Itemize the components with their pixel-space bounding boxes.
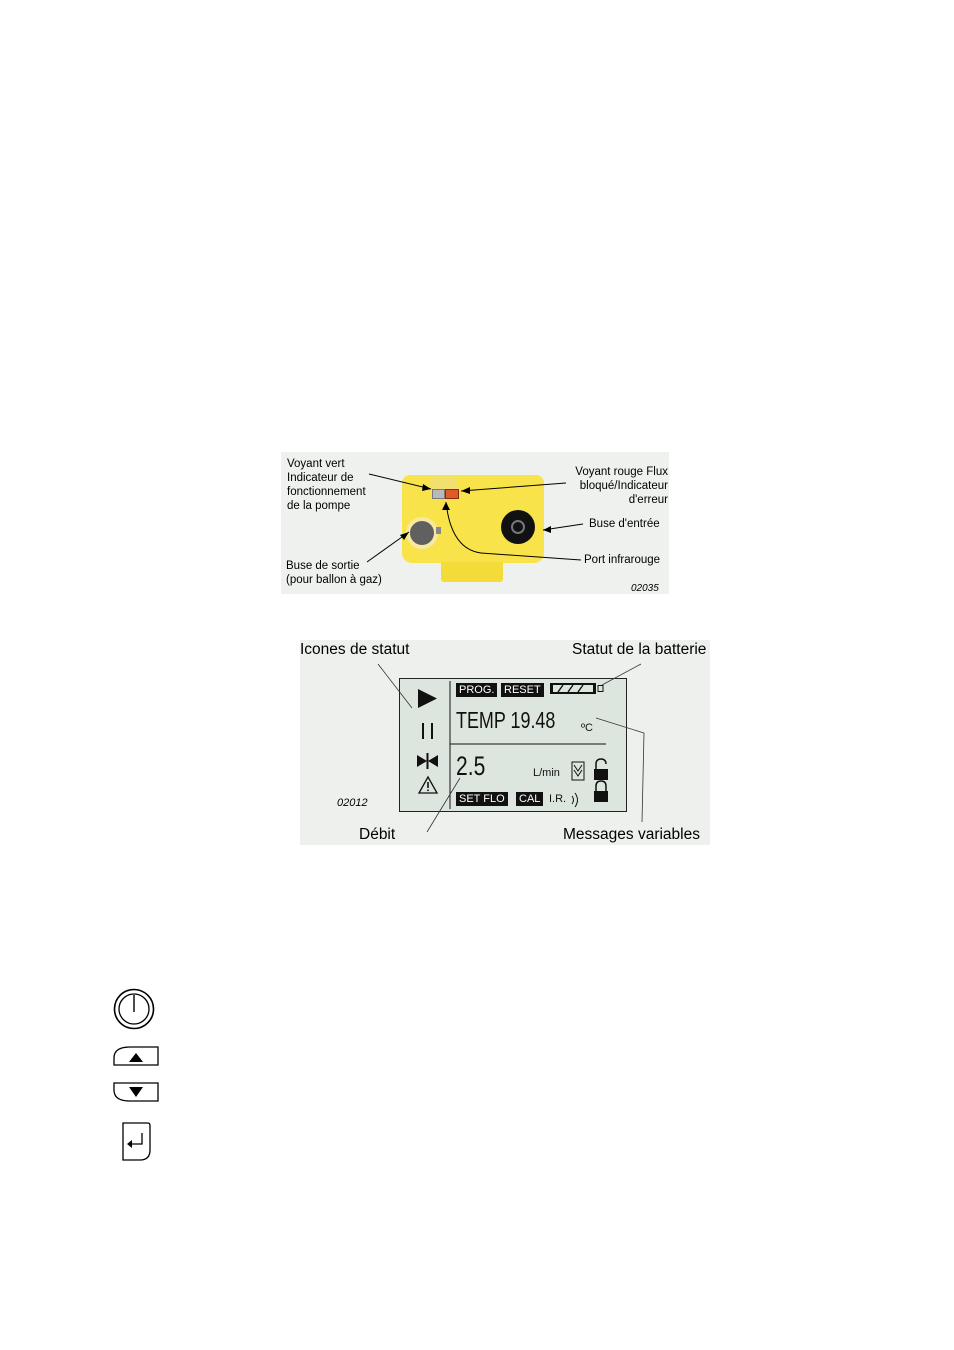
power-icon [112, 987, 156, 1031]
callout-status-icons [378, 664, 412, 708]
label-outlet: Buse de sortie (pour ballon à gaz) [286, 560, 382, 586]
label-ir-port: Port infrarouge [584, 554, 661, 566]
up-arrow-icon [112, 1044, 160, 1068]
label-battery-status: Statut de la batterie [572, 641, 707, 658]
display-figure-number: 02012 [337, 797, 368, 809]
callout-ir-port [446, 502, 581, 560]
label-inlet: Buse d'entrée [589, 518, 660, 530]
callout-battery [602, 664, 641, 685]
callout-red-led [461, 483, 566, 491]
down-arrow-icon [112, 1080, 160, 1104]
flow-value: 2.5 [456, 751, 486, 781]
cal-tag: CAL [516, 792, 543, 806]
pump-figure [281, 452, 669, 594]
display-figure [300, 640, 710, 845]
temperature-reading: TEMP 19.48 [456, 707, 556, 733]
display-callout-lines [300, 640, 710, 845]
callout-green-led [369, 474, 431, 489]
temperature-unit: ºC [581, 722, 593, 734]
callout-flow [427, 778, 460, 832]
flow-unit: L/min [533, 767, 560, 779]
prog-tag: PROG. [456, 683, 497, 697]
ir-label: I.R. [549, 793, 567, 805]
label-green-led: Voyant vert Indicateur de fonctionnement de la pompe [287, 458, 366, 512]
pump-figure-number: 02035 [631, 583, 659, 594]
label-red-led: Voyant rouge Flux bloqué/Indicateur d'erreur [575, 466, 668, 506]
callout-variable-messages [596, 718, 644, 822]
label-status-icons: Icones de statut [300, 641, 410, 658]
label-flow: Débit [359, 826, 396, 843]
set-flo-tag: SET FLO [456, 792, 508, 806]
label-variable-messages: Messages variables [563, 826, 700, 843]
reset-tag: RESET [501, 683, 544, 697]
enter-icon [118, 1120, 154, 1164]
